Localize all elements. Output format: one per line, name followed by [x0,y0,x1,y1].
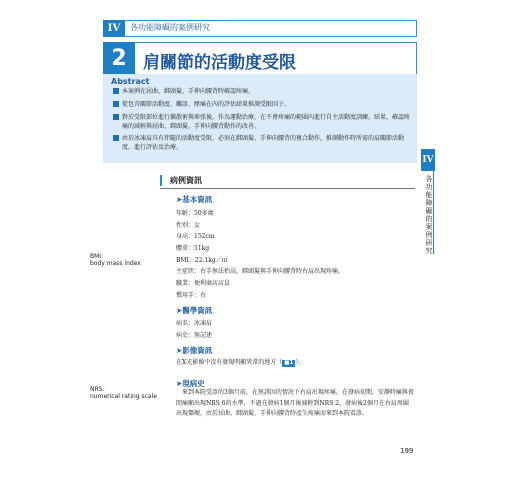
history-heading: ➤現病史 [176,379,205,388]
abstract-item: 本案例在屈曲、綁頭髮、手伸向腰背時確認疼痛。 [113,87,411,96]
info-row: 主症狀：右手無法抬高，綁頭髮與手伸向腰背時右肩出現疼痛。 [176,268,345,275]
abstract-item: 對於受限部位進行擴散術與牽張後，作為運動治療，在不會疼痛的範圍內進行自主活動度訓練。結果，確認疼痛的減輕與屈曲、綁頭髮、手伸向腰背動作的改善。 [113,113,411,131]
side-tab-text: 各功能障礙的案例研究 [425,175,433,255]
page-number: 199 [400,447,414,455]
chapter-number: IV [103,20,125,37]
glossary-desc: body mass index [90,260,141,267]
glossary-desc: numerical rating scale [90,393,157,400]
info-row: 職業：便利商店店員 [176,280,231,287]
square-bullet-icon [113,135,119,141]
info-row: 身高：152cm [176,233,215,240]
abstract-heading: Abstract [111,77,150,86]
side-tab-number: IV [421,149,435,171]
figure-reference: ■1 [284,360,294,366]
chapter-title: 各功能障礙的案例研究 [130,23,210,32]
glossary-item [90,253,141,267]
info-row: 病史：無記述 [176,332,213,339]
case-header-bar [160,175,162,186]
square-bullet-icon [113,114,119,120]
history-paragraph: 來到本院受診的3個月前，在無誘因的情況下右肩出現疼痛。在發病初期，安靜時痛與夜間痛顯出現NRS 6的水準，不過在發病1個月後減輕到NRS 2，發病後2個月在右肩周圍出現僵硬，由於屈曲、綁頭髮、手伸向腰背時產生疼痛而來到本院看診。 [176,389,414,417]
case-title: 病例資訊 [170,175,202,185]
abstract-item: 由於冰凍肩具有伴隨的活動度受限，必須在綁頭髮、手伸向腰背的複合動作，推測動作時所需的肩關節活動度，進行評估及治療。 [113,134,411,152]
info-row: 慣用手：右 [176,292,207,299]
section-title: 肩關節的活動度受限 [143,53,296,73]
abstract-item: 從包含關節活動度、觸診、壓痛在內的評估結果推測受限因子。 [113,100,411,109]
section-number: 2 [103,42,135,76]
imaging-info-heading: ➤影像資訊 [176,346,213,355]
info-row: 病名：冰凍肩 [176,320,213,327]
info-row: 年齡：50多歲 [176,210,214,217]
square-bullet-icon [113,101,119,107]
info-row: 性別：女 [176,222,201,229]
glossary-item [90,386,160,400]
glossary-term: BMI： [90,253,108,260]
medical-info-heading: ➤醫學資訊 [176,306,213,315]
info-row: BMI：22.1kg／㎡ [176,257,228,264]
info-row: 體重：51kg [176,245,210,252]
basic-info-heading: ➤基本資訊 [176,195,213,204]
glossary-term: NRS： [90,386,109,393]
square-bullet-icon [113,88,119,94]
imaging-text: 在X光影像中沒有發現明顯異常的地方（ ■1 ）。 [176,359,305,366]
